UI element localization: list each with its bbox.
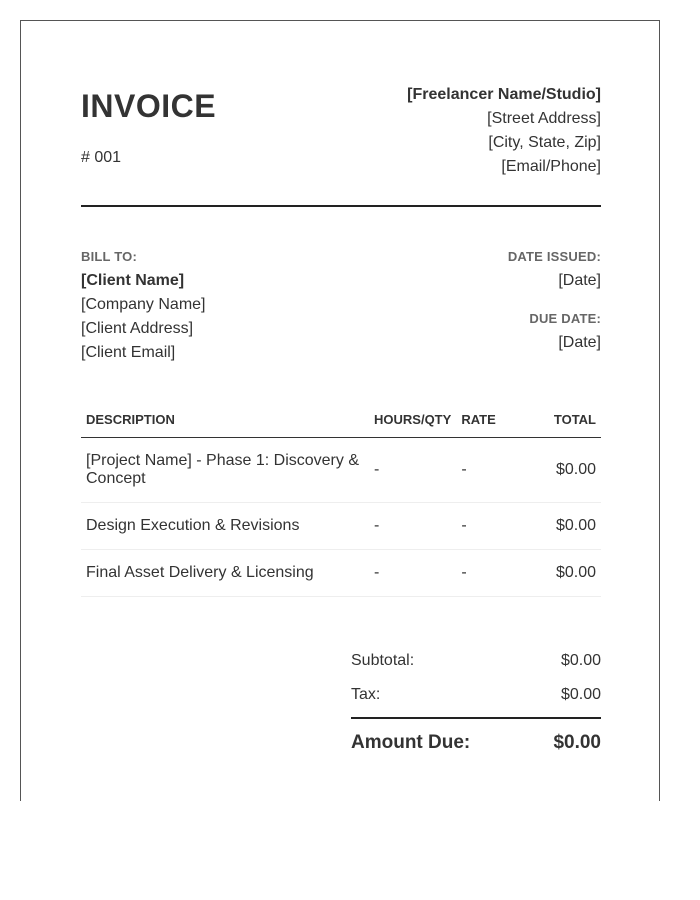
row-rate: - <box>456 503 524 550</box>
row-description: Design Execution & Revisions <box>81 503 369 550</box>
amount-due-value: $0.00 <box>553 732 601 753</box>
column-header-total: TOTAL <box>524 397 601 438</box>
client-email: [Client Email] <box>81 344 176 361</box>
due-date-label: DUE DATE: <box>529 311 601 326</box>
row-total: $0.00 <box>524 503 601 550</box>
client-company: [Company Name] <box>81 296 206 313</box>
sender-contact: [Email/Phone] <box>501 158 601 175</box>
subtotal-value: $0.00 <box>560 652 601 669</box>
row-hours: - <box>369 503 456 550</box>
tax-row <box>351 683 601 717</box>
table-row <box>81 438 601 503</box>
tax-value: $0.00 <box>560 686 601 703</box>
row-total: $0.00 <box>524 438 601 503</box>
subtotal-row <box>351 649 601 683</box>
due-date-value: [Date] <box>558 334 601 351</box>
column-header-rate: RATE <box>456 397 524 438</box>
date-issued-label: DATE ISSUED: <box>507 249 601 264</box>
row-description: Final Asset Delivery & Licensing <box>81 550 369 597</box>
sender-info <box>407 83 601 179</box>
line-items-table <box>81 397 601 597</box>
client-name: [Client Name] <box>81 272 185 289</box>
sender-city: [City, State, Zip] <box>488 134 601 151</box>
row-hours: - <box>369 550 456 597</box>
row-rate: - <box>456 550 524 597</box>
dates-spacer <box>508 293 601 311</box>
totals-divider <box>351 717 601 719</box>
row-description: [Project Name] - Phase 1: Discovery & Concept <box>81 438 369 503</box>
invoice-number: # 001 <box>81 149 122 166</box>
bill-to-block <box>81 249 206 365</box>
bill-to-label: BILL TO: <box>81 249 138 264</box>
subtotal-label: Subtotal: <box>351 652 415 669</box>
row-hours: - <box>369 438 456 503</box>
sender-name: [Freelancer Name/Studio] <box>407 86 601 103</box>
tax-label: Tax: <box>351 686 381 703</box>
date-issued-value: [Date] <box>558 272 601 289</box>
table-row <box>81 550 601 597</box>
dates-block <box>508 249 601 355</box>
table-row <box>81 503 601 550</box>
invoice-sheet <box>20 20 660 801</box>
column-header-description: DESCRIPTION <box>81 397 369 438</box>
row-total: $0.00 <box>524 550 601 597</box>
sender-street: [Street Address] <box>487 110 601 127</box>
row-rate: - <box>456 438 524 503</box>
totals-block <box>351 649 601 755</box>
amount-due-label: Amount Due: <box>351 732 471 753</box>
client-address: [Client Address] <box>81 320 194 337</box>
amount-due-row <box>351 731 601 755</box>
invoice-title: INVOICE <box>81 88 217 124</box>
header-divider <box>81 205 601 207</box>
table-header-row <box>81 397 601 438</box>
column-header-hours: HOURS/QTY <box>369 397 456 438</box>
